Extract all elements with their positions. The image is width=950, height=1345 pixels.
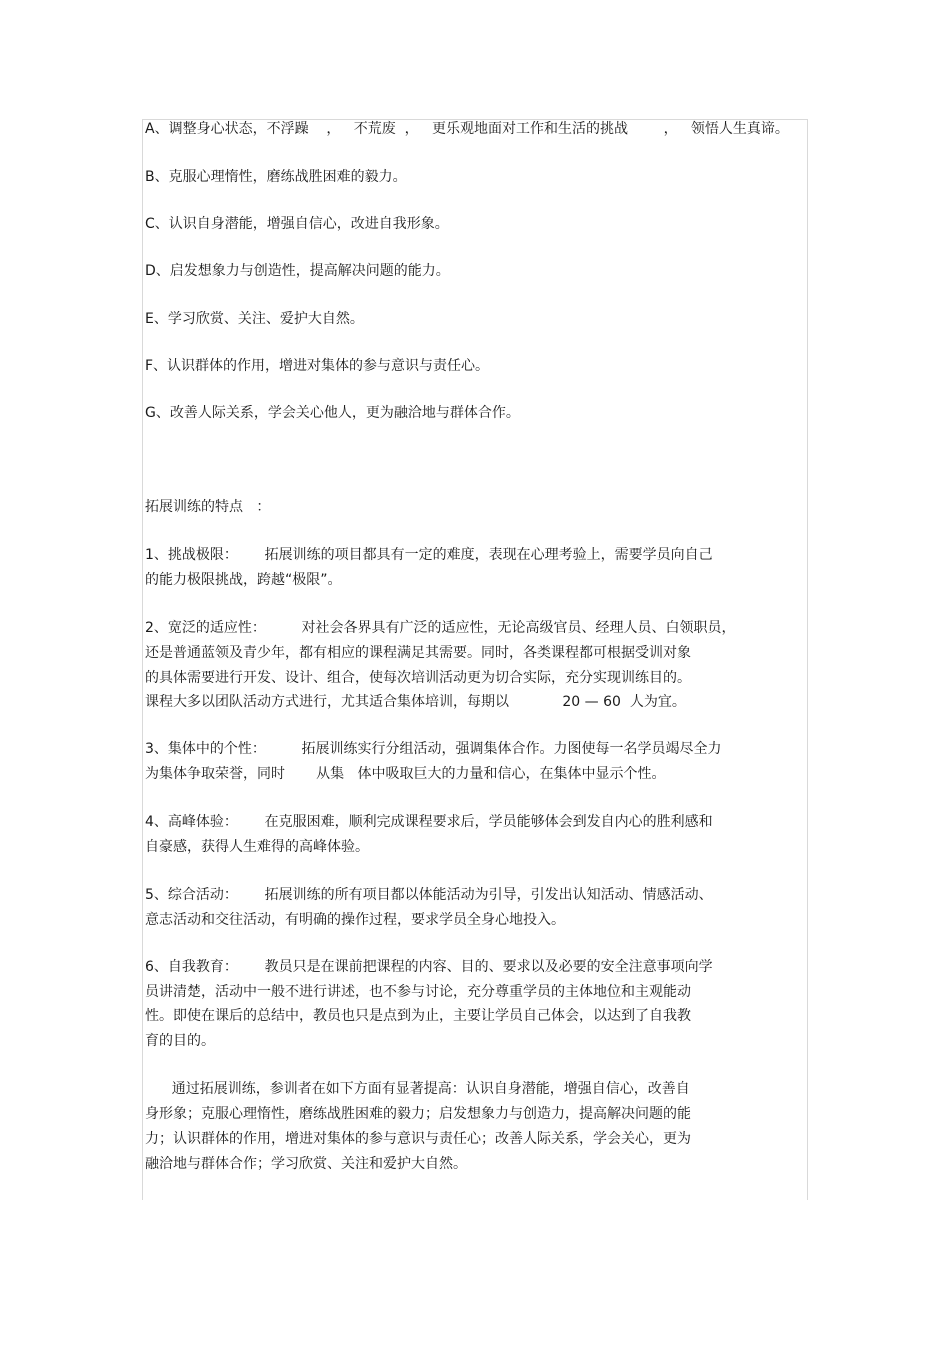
goal-item-d: D、启发想象力与创造性，提高解决问题的能力。	[145, 263, 450, 279]
feature-2-line-3: 的具体需要进行开发、设计、组合，使每次培训活动更为切合实际，充分实现训练目的。	[145, 670, 691, 686]
feature-2-line-2: 还是普通蓝领及青少年，都有相应的课程满足其需要。同时，各类课程都可根据受训对象	[145, 645, 691, 661]
summary-line-4: 融洽地与群体合作；学习欣赏、关注和爱护大自然。	[145, 1156, 467, 1172]
goal-item-c: C、认识自身潜能，增强自信心，改进自我形象。	[145, 216, 449, 232]
goal-item-a: A、调整身心状态，不浮躁 ， 不荒废 ， 更乐观地面对工作和生活的挑战 ， 领悟人生真谛。	[145, 121, 789, 137]
summary-line-3: 力；认识群体的作用，增进对集体的参与意识与责任心；改善人际关系，学会关心，更为	[145, 1131, 691, 1147]
goal-item-g: G、改善人际关系，学会关心他人，更为融洽地与群体合作。	[145, 405, 520, 421]
goal-item-e: E、学习欣赏、关注、爱护大自然。	[145, 311, 364, 327]
feature-5-line-2: 意志活动和交往活动，有明确的操作过程，要求学员全身心地投入。	[145, 912, 565, 928]
feature-5-line-1: 5、综合活动： 拓展训练的所有项目都以体能活动为引导，引发出认知活动、情感活动、	[145, 887, 713, 903]
feature-3-line-2: 为集体争取荣誉，同时 从集 体中吸取巨大的力量和信心，在集体中显示个性。	[145, 766, 666, 782]
feature-2-line-4: 课程大多以团队活动方式进行，尤其适合集体培训，每期以 20 — 60 人为宜。	[145, 694, 686, 710]
feature-6-line-4: 育的目的。	[145, 1033, 215, 1049]
goal-item-b: B、克服心理惰性，磨练战胜困难的毅力。	[145, 169, 407, 185]
feature-6-line-2: 员讲清楚，活动中一般不进行讲述，也不参与讨论，充分尊重学员的主体地位和主观能动	[145, 984, 691, 1000]
feature-1-line-1: 1、挑战极限： 拓展训练的项目都具有一定的难度，表现在心理考验上，需要学员向自己	[145, 547, 713, 563]
feature-3-line-1: 3、集体中的个性： 拓展训练实行分组活动，强调集体合作。力图使每一名学员竭尽全力	[145, 741, 722, 757]
feature-4-line-2: 自豪感，获得人生难得的高峰体验。	[145, 839, 369, 855]
summary-line-1: 通过拓展训练，参训者在如下方面有显著提高：认识自身潜能，增强自信心，改善自	[145, 1081, 690, 1097]
section-title: 拓展训练的特点 ：	[145, 499, 271, 515]
goal-item-f: F、认识群体的作用，增进对集体的参与意识与责任心。	[145, 358, 490, 374]
feature-4-line-1: 4、高峰体验： 在克服困难，顺利完成课程要求后，学员能够体会到发自内心的胜利感和	[145, 814, 713, 830]
summary-line-2: 身形象；克服心理惰性，磨练战胜困难的毅力；启发想象力与创造力，提高解决问题的能	[145, 1106, 691, 1122]
feature-6-line-3: 性。即使在课后的总结中，教员也只是点到为止，主要让学员自己体会，以达到了自我教	[145, 1008, 691, 1024]
feature-1-line-2: 的能力极限挑战，跨越“极限”。	[145, 572, 342, 588]
feature-2-line-1: 2、宽泛的适应性： 对社会各界具有广泛的适应性，无论高级官员、经理人员、白领职员，	[145, 620, 736, 636]
feature-6-line-1: 6、自我教育： 教员只是在课前把课程的内容、目的、要求以及必要的安全注意事项向学	[145, 959, 713, 975]
